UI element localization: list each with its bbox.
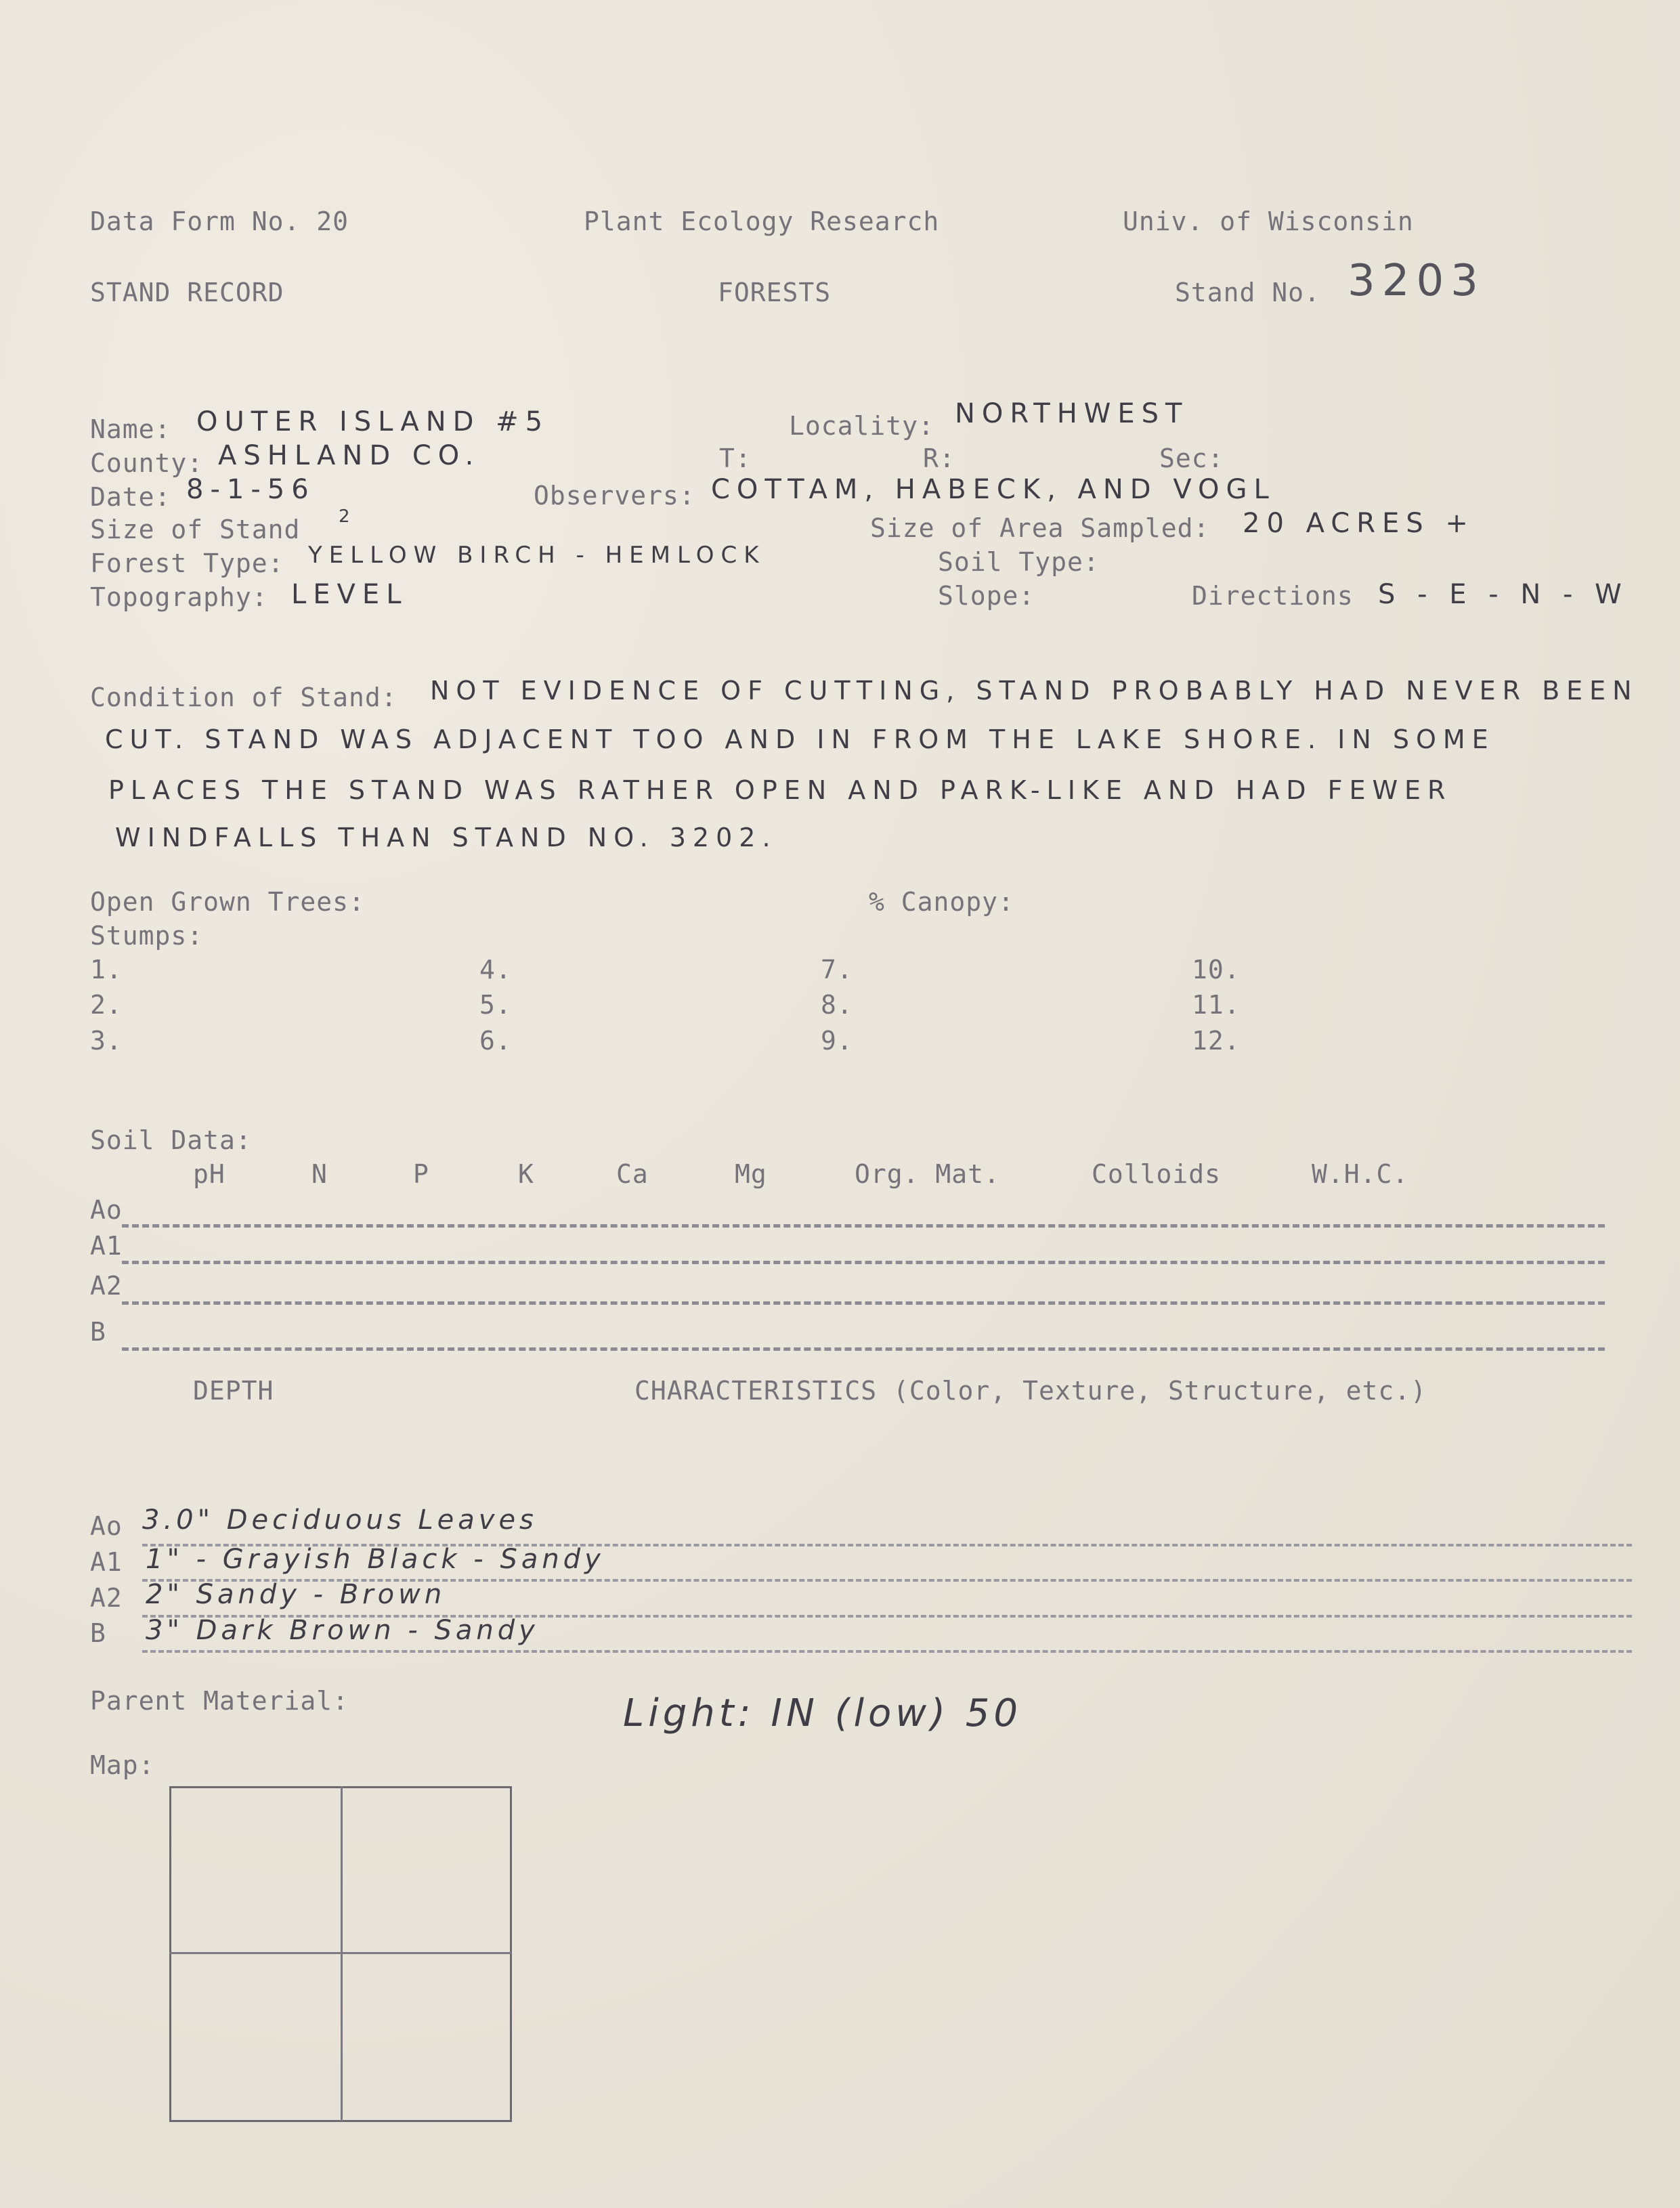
- date-value: 8-1-56: [186, 474, 316, 505]
- soil-row-line: [122, 1224, 1605, 1228]
- size-of-stand-label: Size of Stand: [90, 515, 301, 544]
- parent-material-label: Parent Material:: [90, 1686, 349, 1716]
- township-label: T:: [719, 443, 752, 473]
- soil-col-colloids: Colloids: [1092, 1159, 1222, 1189]
- observers-value: COTTAM, HABECK, AND VOGL: [711, 474, 1276, 505]
- stand-no-label: Stand No.: [1175, 278, 1320, 307]
- directions-label: Directions: [1192, 581, 1354, 611]
- name-label: Name:: [90, 414, 171, 444]
- profile-line: [142, 1579, 1632, 1582]
- profile-entry: 3.0" Deciduous Leaves: [142, 1505, 538, 1536]
- profile-horizon: B: [90, 1618, 106, 1648]
- name-value: OUTER ISLAND #5: [196, 406, 550, 437]
- map-label: Map:: [90, 1750, 155, 1780]
- tree-number: 9.: [821, 1026, 853, 1056]
- topography-label: Topography:: [90, 582, 268, 612]
- profile-entry: 1" - Grayish Black - Sandy: [146, 1544, 605, 1575]
- tree-number: 3.: [90, 1026, 123, 1056]
- tree-number: 8.: [821, 990, 853, 1020]
- soil-col-n: N: [311, 1159, 328, 1189]
- tree-number: 5.: [479, 990, 512, 1020]
- profile-line: [142, 1615, 1632, 1618]
- condition-line-3: PLACES THE STAND WAS RATHER OPEN AND PARK-LIKE AND HAD FEWER: [108, 775, 1452, 805]
- tree-number: 10.: [1192, 955, 1241, 984]
- county-label: County:: [90, 448, 204, 478]
- soil-row-label: B: [90, 1317, 106, 1347]
- locality-value: NORTHWEST: [955, 398, 1189, 429]
- soil-row-line: [122, 1347, 1605, 1351]
- directions-value: S - E - N - W: [1378, 579, 1629, 610]
- condition-label: Condition of Stand:: [90, 683, 397, 712]
- condition-line-1: NOT EVIDENCE OF CUTTING, STAND PROBABLY HAD NEVER BEEN: [430, 676, 1639, 706]
- soil-row-line: [122, 1261, 1605, 1264]
- university: Univ. of Wisconsin: [1123, 207, 1414, 236]
- forest-type-label: Forest Type:: [90, 548, 284, 578]
- category: FORESTS: [718, 278, 832, 307]
- stumps-label: Stumps:: [90, 921, 204, 951]
- soil-col-mg: Mg: [735, 1159, 767, 1189]
- soil-col-ph: pH: [193, 1159, 225, 1189]
- light-note: Light: IN (low) 50: [623, 1691, 1022, 1735]
- soil-type-label: Soil Type:: [938, 547, 1100, 577]
- map-horizontal-line: [169, 1952, 511, 1954]
- profile-line: [142, 1650, 1632, 1653]
- tree-number: 7.: [821, 955, 853, 984]
- size-area-value: 20 ACRES +: [1243, 508, 1475, 539]
- condition-line-2: CUT. STAND WAS ADJACENT TOO AND IN FROM THE LAKE SHORE. IN SOME: [105, 724, 1495, 754]
- profile-entry: 2" Sandy - Brown: [146, 1579, 446, 1610]
- soil-row-label: Ao: [90, 1195, 123, 1225]
- size-of-stand-value: 2: [339, 506, 354, 527]
- tree-number: 12.: [1192, 1026, 1241, 1056]
- tree-number: 6.: [479, 1026, 512, 1056]
- soil-data-label: Soil Data:: [90, 1125, 252, 1155]
- soil-col-k: K: [518, 1159, 534, 1189]
- tree-number: 2.: [90, 990, 123, 1020]
- form-number: Data Form No. 20: [90, 207, 349, 236]
- tree-number: 4.: [479, 955, 512, 984]
- organization: Plant Ecology Research: [584, 207, 940, 236]
- slope-label: Slope:: [938, 581, 1035, 611]
- profile-horizon: A1: [90, 1547, 123, 1577]
- section-label: Sec:: [1159, 443, 1224, 473]
- soil-row-line: [122, 1301, 1605, 1305]
- open-grown-trees-label: Open Grown Trees:: [90, 887, 365, 917]
- size-area-label: Size of Area Sampled:: [870, 513, 1210, 543]
- profile-horizon: Ao: [90, 1511, 123, 1541]
- soil-row-label: A1: [90, 1231, 123, 1261]
- soil-row-label: A2: [90, 1271, 123, 1301]
- topography-value: LEVEL: [291, 579, 408, 610]
- depth-label: DEPTH: [193, 1376, 274, 1406]
- soil-col-org-mat: Org. Mat.: [855, 1159, 1000, 1189]
- date-label: Date:: [90, 482, 171, 512]
- condition-line-4: WINDFALLS THAN STAND NO. 3202.: [115, 823, 777, 852]
- soil-col-whc: W.H.C.: [1312, 1159, 1409, 1189]
- observers-label: Observers:: [534, 481, 695, 511]
- tree-number: 1.: [90, 955, 123, 984]
- profile-entry: 3" Dark Brown - Sandy: [146, 1615, 539, 1646]
- soil-col-ca: Ca: [616, 1159, 649, 1189]
- record-type: STAND RECORD: [90, 278, 284, 307]
- canopy-label: % Canopy:: [869, 887, 1014, 917]
- range-label: R:: [923, 443, 955, 473]
- tree-number: 11.: [1192, 990, 1241, 1020]
- soil-col-p: P: [413, 1159, 429, 1189]
- county-value: ASHLAND CO.: [218, 440, 481, 471]
- profile-horizon: A2: [90, 1583, 123, 1613]
- profile-line: [142, 1544, 1632, 1546]
- characteristics-label: CHARACTERISTICS (Color, Texture, Structure, etc.): [634, 1376, 1427, 1406]
- locality-label: Locality:: [789, 411, 934, 441]
- forest-type-value: YELLOW BIRCH - HEMLOCK: [308, 542, 766, 569]
- stand-no-value: 3203: [1348, 256, 1485, 306]
